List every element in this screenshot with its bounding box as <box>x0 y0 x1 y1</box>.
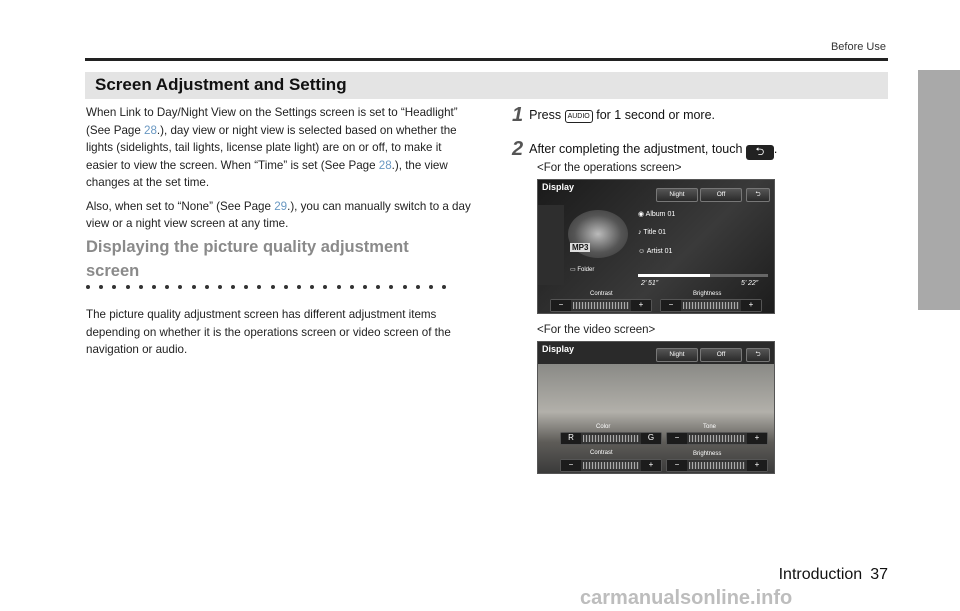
page-link[interactable]: 28 <box>144 123 157 137</box>
step-1: 1 Press AUDIO for 1 second or more. <box>512 104 716 126</box>
back-button[interactable]: ⮌ <box>746 348 770 362</box>
intro-text <box>86 104 471 239</box>
caption-video: <For the video screen> <box>537 324 656 336</box>
audio-button-icon: AUDIO <box>565 110 593 123</box>
time-total: 5’ 22” <box>741 280 759 287</box>
header-rule <box>85 58 888 61</box>
contrast-control[interactable]: − + <box>550 299 652 312</box>
paragraph-2: Also, when set to “None” (See Page 29.), you can manually switch to a day view or a night view screen at any time. <box>86 199 471 230</box>
chapter-tab <box>918 70 960 310</box>
album-label: ◉ Album 01 <box>638 211 676 218</box>
night-button[interactable]: Night <box>656 348 698 362</box>
section-banner <box>85 72 888 99</box>
page-link[interactable]: 29 <box>274 199 288 213</box>
paragraph-3: The picture quality adjustment screen has different adjustment items depending on whether it is the operations screen or video screen of the navigation or audio. <box>86 308 451 356</box>
watermark: carmanualsonline.info <box>580 587 793 609</box>
mp3-badge: MP3 <box>572 243 589 252</box>
paragraph-1: When Link to Day/Night View on the Settings screen is set to “Headlight” (See Page 28.), day view or night view is selected based on whether the lights (sidelights, tail lights, license plate light) are on or off, to make it easier to view the screen. When “Time” is set (See Page 28.), the view changes at the set time. <box>86 106 458 189</box>
brightness-label: Brightness <box>693 451 722 457</box>
source-list <box>538 205 564 285</box>
section-title: Screen Adjustment and Setting <box>95 75 347 94</box>
page-footer <box>779 566 888 584</box>
caption-operations: <For the operations screen> <box>537 162 682 174</box>
contrast-label: Contrast <box>590 291 613 297</box>
color-label: Color <box>596 424 611 430</box>
color-control[interactable]: R G <box>560 432 662 445</box>
contrast-control[interactable]: − + <box>560 459 662 472</box>
title-label: ♪ Title 01 <box>638 229 667 236</box>
brightness-label: Brightness <box>693 291 722 297</box>
running-header: Before Use <box>830 41 886 53</box>
tone-control[interactable]: − + <box>666 432 768 445</box>
page-number: 37 <box>870 566 888 583</box>
night-button[interactable]: Night <box>656 188 698 202</box>
time-elapsed: 2’ 51” <box>641 280 659 287</box>
footer-section: Introduction <box>778 566 863 583</box>
video-screen: Display Night Off ⮌ Color Tone R G − + Contrast Brightness − + − + <box>537 341 775 474</box>
contrast-label: Contrast <box>590 450 613 456</box>
operations-screen: Display Night Off ⮌ MP3 ◉ Album 01 ♪ Title 01 ☺ Artist 01 ▭ Folder 2’ 51” 5’ 22” Contrast Brightness − + − + <box>537 179 775 314</box>
off-button[interactable]: Off <box>700 348 742 362</box>
off-button[interactable]: Off <box>700 188 742 202</box>
step-2: 2 After completing the adjustment, touch ⮌ . <box>512 138 778 160</box>
brightness-control[interactable]: − + <box>666 459 768 472</box>
artist-label: ☺ Artist 01 <box>638 248 673 255</box>
folder-label: ▭ Folder <box>570 267 595 273</box>
dotted-divider <box>86 285 466 291</box>
page-link[interactable]: 28 <box>378 158 392 172</box>
subheading: Displaying the picture quality adjustment screen <box>86 238 409 280</box>
back-button[interactable]: ⮌ <box>746 188 770 202</box>
tone-label: Tone <box>703 424 717 430</box>
brightness-control[interactable]: − + <box>660 299 762 312</box>
progress-bar <box>638 274 768 277</box>
back-icon: ⮌ <box>746 145 774 160</box>
